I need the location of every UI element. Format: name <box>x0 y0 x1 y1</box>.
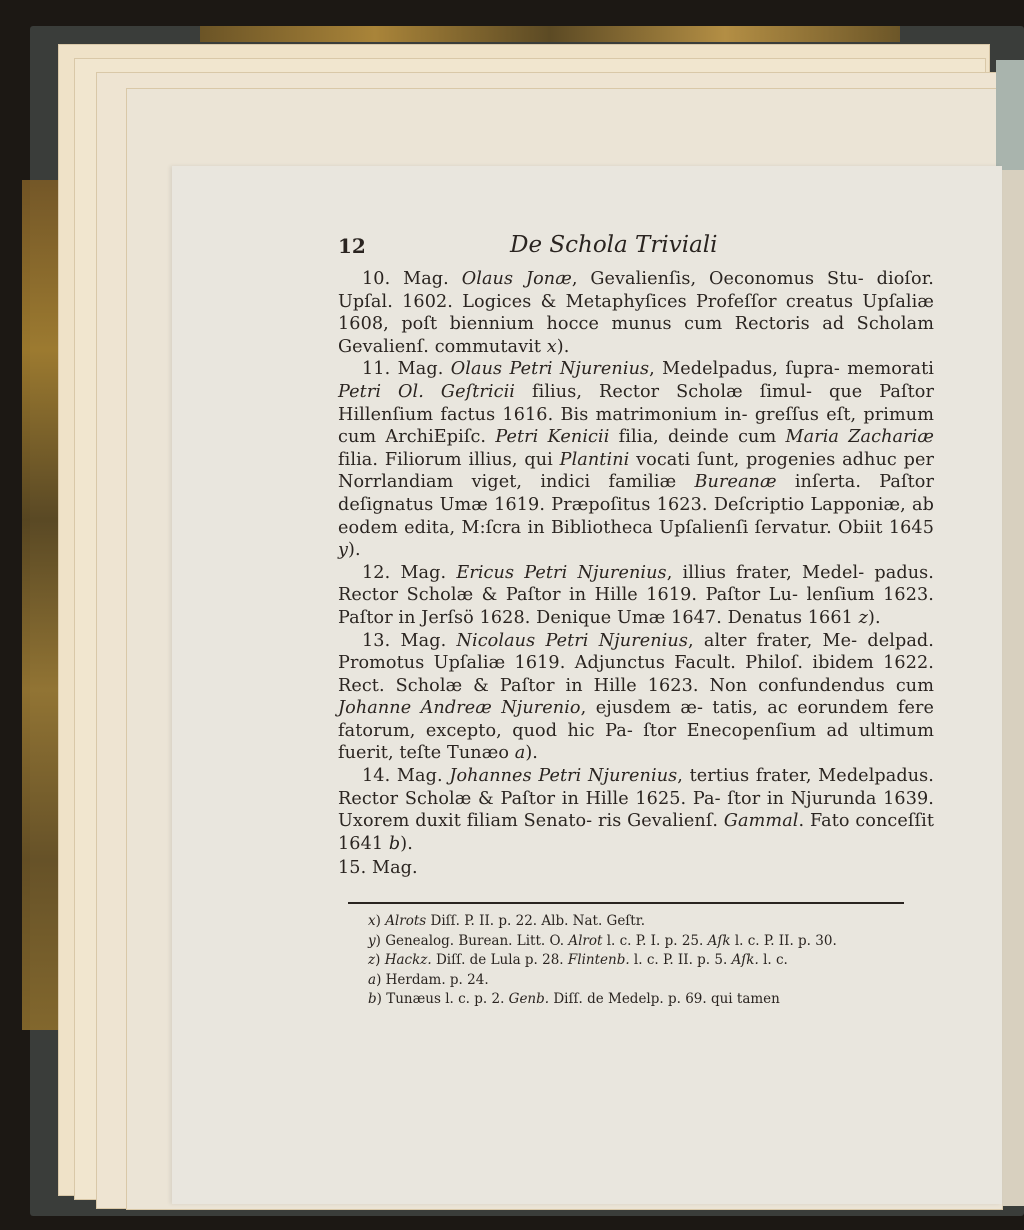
paragraph: 12. Mag. Ericus Petri Njurenius, illius frater, Medel- padus. Rector Scholæ & Paſtor in Hille 1619. Paſtor Lu- lenſium 1623. Paſtor in Jerſsö 1628. Denique Umæ 1647. Denatus 1661 z). <box>338 562 934 628</box>
running-title: De Schola Triviali <box>510 232 718 258</box>
footnote: z) Hackz. Diſſ. de Lula p. 28. Flintenb. l. c. P. II. p. 5. Aſk. l. c. <box>368 952 788 969</box>
bookmark-tab <box>996 60 1024 170</box>
paragraph: 13. Mag. Nicolaus Petri Njurenius, alter frater, Me- delpad. Promotus Upſaliæ 1619. Adjunctus Facult. Philoſ. ibidem 1622. Rect. Scholæ & Paſtor in Hille 1623. Non confundendus cum Johanne Andreæ Njurenio, ejusdem æ- tatis, ac eorundem fere fatorum, excepto, quod hic Pa- ſtor Enecopenſium ad ultimum fuerit, teſte Tunæo a). <box>338 630 934 764</box>
paragraph: 10. Mag. Olaus Jonæ, Gevalienſis, Oeconomus Stu- dioſor. Upſal. 1602. Logices & Metaphyſices Profeſſor creatus Upſaliæ 1608, poſt biennium hocce munus cum Rectoris ad Scholam Gevalienſ. commutavit x). <box>338 269 934 357</box>
footnotes <box>338 912 934 1010</box>
marbled-spine <box>22 180 62 1030</box>
marbled-top-edge <box>200 26 900 42</box>
page-text <box>338 228 934 1010</box>
catchword: 15. Mag. <box>338 858 418 879</box>
main-text <box>338 268 934 880</box>
page-number: 12 <box>338 234 366 258</box>
paragraph: 14. Mag. Johannes Petri Njurenius, tertius frater, Medelpadus. Rector Scholæ & Paſtor in Hille 1625. Pa- ſtor in Njurunda 1639. Uxorem duxit filiam Senato- ris Gevalienſ. Gammal. Fato conceſſit 1641 b). <box>338 766 935 854</box>
footnote: x) Alrots Diſſ. P. II. p. 22. Alb. Nat. Geſtr. <box>368 913 645 930</box>
page-edge <box>1002 170 1024 1206</box>
paragraph: 11. Mag. Olaus Petri Njurenius, Medelpadus, ſupra- memorati Petri Ol. Geſtricii filius, Rector Scholæ ſimul- que Paſtor Hillenſium factus 1616. Bis matrimonium in- greſſus eſt, primum cum ArchiEpiſc. Petri Kenicii filia, deinde cum Maria Zachariæ filia. Filiorum illius, qui Plantini vocati ſunt, progenies adhuc per Norrlandiam viget, indici familiæ Bureanæ inſerta. Paſtor deſignatus Umæ 1619. Præpoſitus 1623. Deſcriptio Lapponiæ, ab eodem edita, M:ſcra in Bibliotheca Upſalienſi ſervatur. Obiit 1645 y). <box>338 359 935 561</box>
footnote: a) Herdam. p. 24. <box>368 971 489 988</box>
footnote: y) Genealog. Burean. Litt. O. Alrot l. c. P. I. p. 25. Aſk l. c. P. II. p. 30. <box>368 932 837 949</box>
running-header <box>338 228 934 268</box>
footnote: b) Tunæus l. c. p. 2. Genb. Diſſ. de Medelp. p. 69. qui tamen <box>368 991 780 1008</box>
footnote-rule <box>348 902 904 904</box>
